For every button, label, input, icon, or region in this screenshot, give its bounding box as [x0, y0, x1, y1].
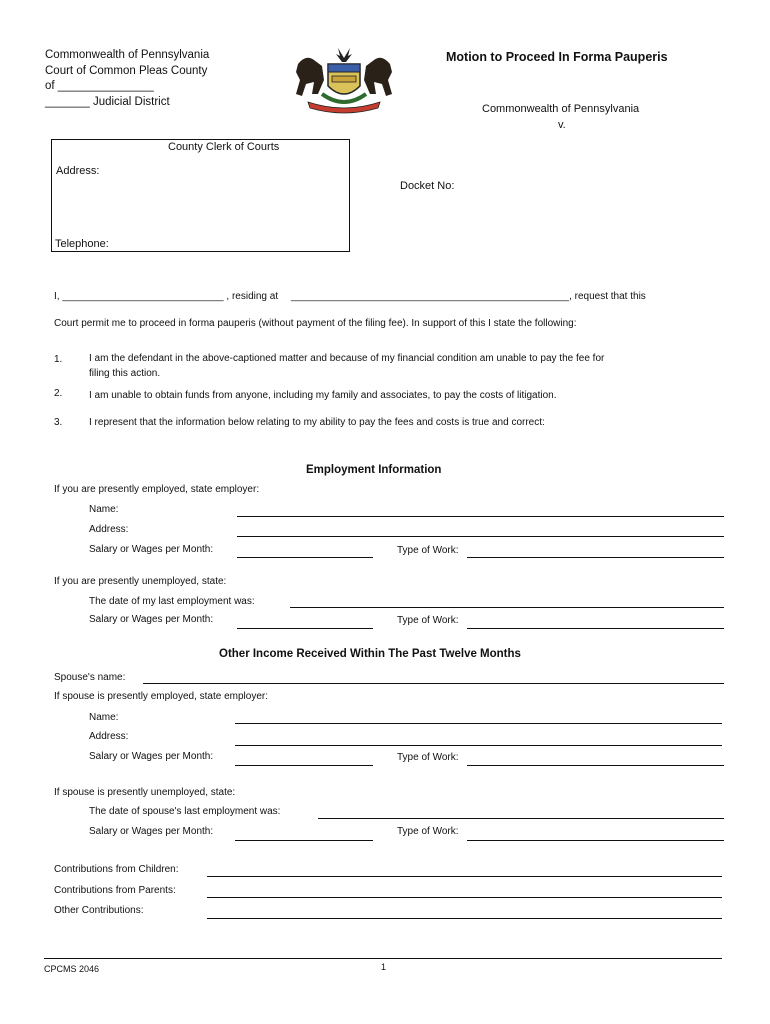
salary-field[interactable] — [237, 557, 373, 558]
spouse-name-field[interactable] — [143, 683, 724, 684]
spouse-salary-label: Salary or Wages per Month: — [89, 751, 214, 762]
employed-prompt: If you are presently employed, state employer: — [54, 484, 260, 495]
parents-contributions-field[interactable] — [207, 897, 722, 898]
spouse-type-of-work-label: Type of Work: — [397, 752, 459, 763]
pennsylvania-coat-of-arms-icon — [292, 44, 396, 116]
docket-label: Docket No: — [400, 180, 455, 192]
unemployed-prompt: If you are presently unemployed, state: — [54, 576, 227, 587]
spouse-employer-address-field[interactable] — [235, 745, 722, 746]
spouse-name-label: Spouse's name: — [54, 672, 126, 683]
last-employment-label: The date of my last employment was: — [89, 596, 255, 607]
other-contributions-label: Other Contributions: — [54, 905, 144, 916]
children-contributions-field[interactable] — [207, 876, 722, 877]
statement-text: filing this action. — [89, 368, 161, 379]
spouse-employer-address-label: Address: — [89, 731, 129, 742]
spouse-last-employment-label: The date of spouse's last employment was: — [89, 806, 281, 817]
statement-number: 2. — [54, 388, 63, 399]
clerk-box — [51, 139, 350, 252]
spouse-type-of-work-label: Type of Work: — [397, 826, 459, 837]
type-of-work-field[interactable] — [467, 557, 724, 558]
employer-name-field[interactable] — [237, 516, 724, 517]
other-contributions-field[interactable] — [207, 918, 722, 919]
intro-name-residence: I, _____________________________ , residing at — [54, 291, 279, 302]
salary-label: Salary or Wages per Month: — [89, 544, 214, 555]
clerk-telephone-label: Telephone: — [55, 238, 109, 250]
type-of-work-field[interactable] — [467, 628, 724, 629]
children-contributions-label: Contributions from Children: — [54, 864, 179, 875]
spouse-salary-field[interactable] — [235, 765, 373, 766]
page-number: 1 — [381, 962, 387, 972]
clerk-heading: County Clerk of Courts — [168, 141, 280, 153]
court-line: _______ Judicial District — [45, 95, 170, 108]
spouse-salary-field[interactable] — [235, 840, 373, 841]
statement-number: 3. — [54, 417, 63, 428]
spouse-last-employment-field[interactable] — [318, 818, 724, 819]
form-id: CPCMS 2046 — [44, 964, 100, 974]
statement-text: I am unable to obtain funds from anyone, including my family and associates, to pay the costs of litigation. — [89, 390, 557, 401]
caption-versus: v. — [558, 119, 566, 131]
employer-name-label: Name: — [89, 504, 119, 515]
caption-plaintiff: Commonwealth of Pennsylvania — [482, 103, 640, 115]
employer-address-field[interactable] — [237, 536, 724, 537]
last-employment-field[interactable] — [290, 607, 724, 608]
employment-heading: Employment Information — [306, 464, 442, 476]
other-income-heading: Other Income Received Within The Past Twelve Months — [219, 648, 521, 660]
spouse-type-of-work-field[interactable] — [467, 840, 724, 841]
parents-contributions-label: Contributions from Parents: — [54, 885, 176, 896]
statement-number: 1. — [54, 354, 63, 365]
spouse-employer-name-label: Name: — [89, 712, 119, 723]
spouse-salary-label: Salary or Wages per Month: — [89, 826, 214, 837]
statement-text: I represent that the information below relating to my ability to pay the fees and costs is true and correct: — [89, 417, 545, 428]
court-info — [45, 48, 209, 110]
type-of-work-label: Type of Work: — [397, 615, 459, 626]
employer-address-label: Address: — [89, 524, 129, 535]
spouse-type-of-work-field[interactable] — [467, 765, 724, 766]
type-of-work-label: Type of Work: — [397, 545, 459, 556]
court-line: Court of Common Pleas County — [45, 64, 208, 77]
clerk-address-label: Address: — [56, 165, 100, 177]
salary-field[interactable] — [237, 628, 373, 629]
court-line: Commonwealth of Pennsylvania — [45, 49, 210, 61]
statement-text: I am the defendant in the above-captioned matter and because of my financial condition am unable to pay the fee for — [89, 353, 605, 364]
document-title: Motion to Proceed In Forma Pauperis — [446, 50, 668, 64]
spouse-unemployed-prompt: If spouse is presently unemployed, state: — [54, 787, 236, 798]
spouse-employed-prompt: If spouse is presently employed, state employer: — [54, 691, 268, 702]
footer-divider — [44, 958, 722, 959]
intro-statement: Court permit me to proceed in forma pauperis (without payment of the filing fee). In support of this I state the following: — [54, 318, 577, 329]
spouse-employer-name-field[interactable] — [235, 723, 722, 724]
intro-request: __________________________________________________, request that this — [291, 291, 646, 302]
court-line: of _______________ — [45, 80, 154, 92]
salary-label: Salary or Wages per Month: — [89, 614, 214, 625]
